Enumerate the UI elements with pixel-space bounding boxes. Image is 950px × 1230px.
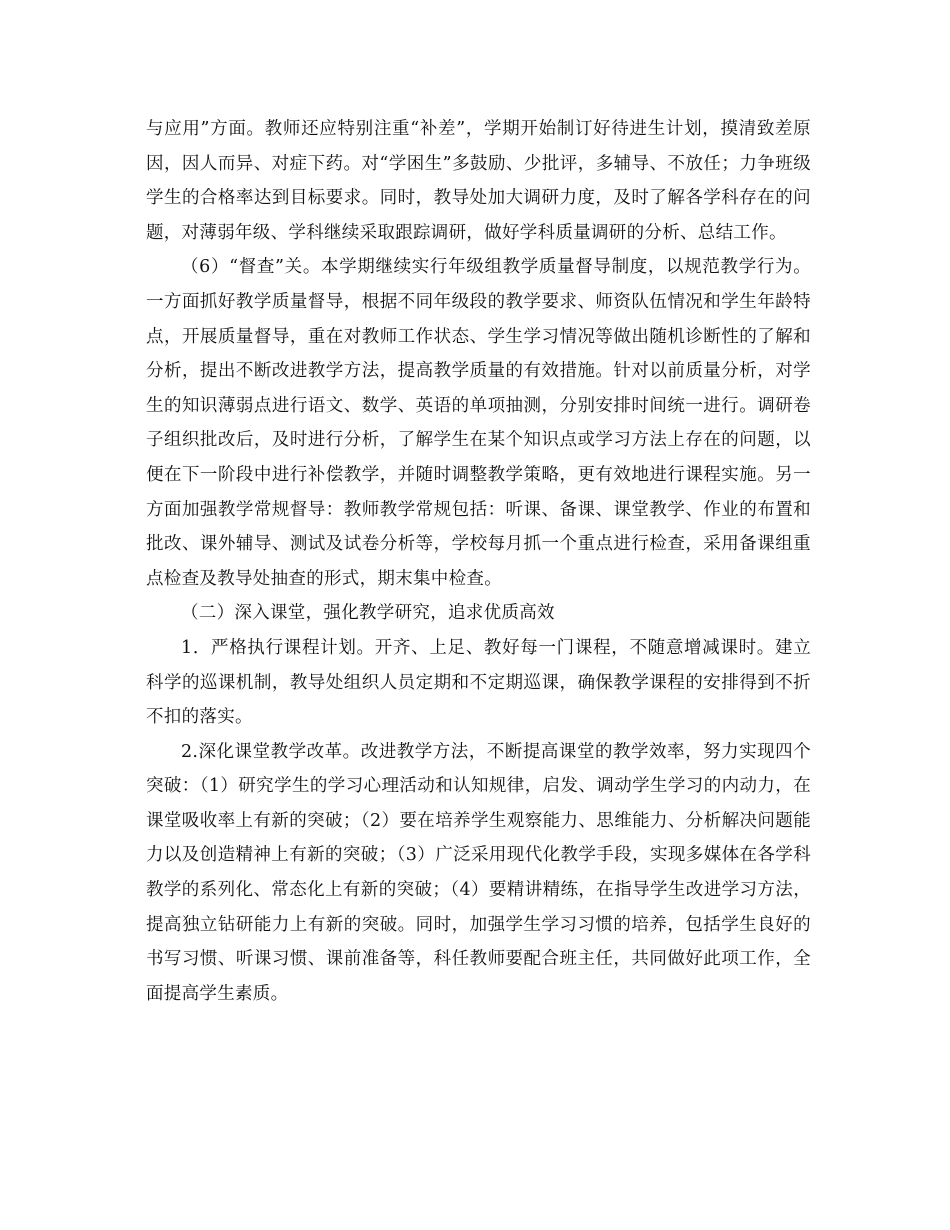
document-body (146, 112, 811, 1011)
paragraph-item-2: 2.深化课堂教学改革。改进教学方法，不断提高课堂的教学效率，努力实现四个突破：（1）研究学生的学习心理活动和认知规律，启发、调动学生学习的内动力，在课堂吸收率上有新的突破；（2）要在培养学生观察能力、思维能力、分析解决问题能力以及创造精神上有新的突破；（3）广泛采用现代化教学手段，实现多媒体在各学科教学的系列化、常态化上有新的突破；（4）要精讲精练，在指导学生改进学习方法，提高独立钻研能力上有新的突破。同时，加强学生学习习惯的培养，包括学生良好的书写习惯、听课习惯、课前准备等，科任教师要配合班主任，共同做好此项工作，全面提高学生素质。 (146, 741, 811, 1004)
paragraph-continuation: 与应用”方面。教师还应特别注重“补差”，学期开始制订好待进生计划，摸清致差原因，因人而异、对症下药。对“学困生”多鼓励、少批评，多辅导、不放任；力争班级学生的合格率达到目标要求。同时，教导处加大调研力度，及时了解各学科存在的问题，对薄弱年级、学科继续采取跟踪调研，做好学科质量调研的分析、总结工作。 (146, 119, 811, 243)
section-heading: （二）深入课堂，强化教学研究，追求优质高效 (181, 603, 555, 624)
paragraph-item-1: 1．严格执行课程计划。开齐、上足、教好每一门课程，不随意增减课时。建立科学的巡课机制，教导处组织人员定期和不定期巡课，确保教学课程的安排得到不折不扣的落实。 (146, 637, 811, 728)
paragraph-supervision: （6）“督查”关。本学期继续实行年级组教学质量督导制度，以规范教学行为。一方面抓好教学质量督导，根据不同年级段的教学要求、师资队伍情况和学生年龄特点，开展质量督导，重在对教师工作状态、学生学习情况等做出随机诊断性的了解和分析，提出不断改进教学方法，提高教学质量的有效措施。针对以前质量分析，对学生的知识薄弱点进行语文、数学、英语的单项抽测，分别安排时间统一进行。调研卷子组织批改后，及时进行分析，了解学生在某个知识点或学习方法上存在的问题，以便在下一阶段中进行补偿教学，并随时调整教学策略，更有效地进行课程实施。另一方面加强教学常规督导：教师教学常规包括：听课、备课、课堂教学、作业的布置和批改、课外辅导、测试及试卷分析等，学校每月抓一个重点进行检查，采用备课组重点检查及教导处抽查的形式，期末集中检查。 (146, 257, 811, 589)
